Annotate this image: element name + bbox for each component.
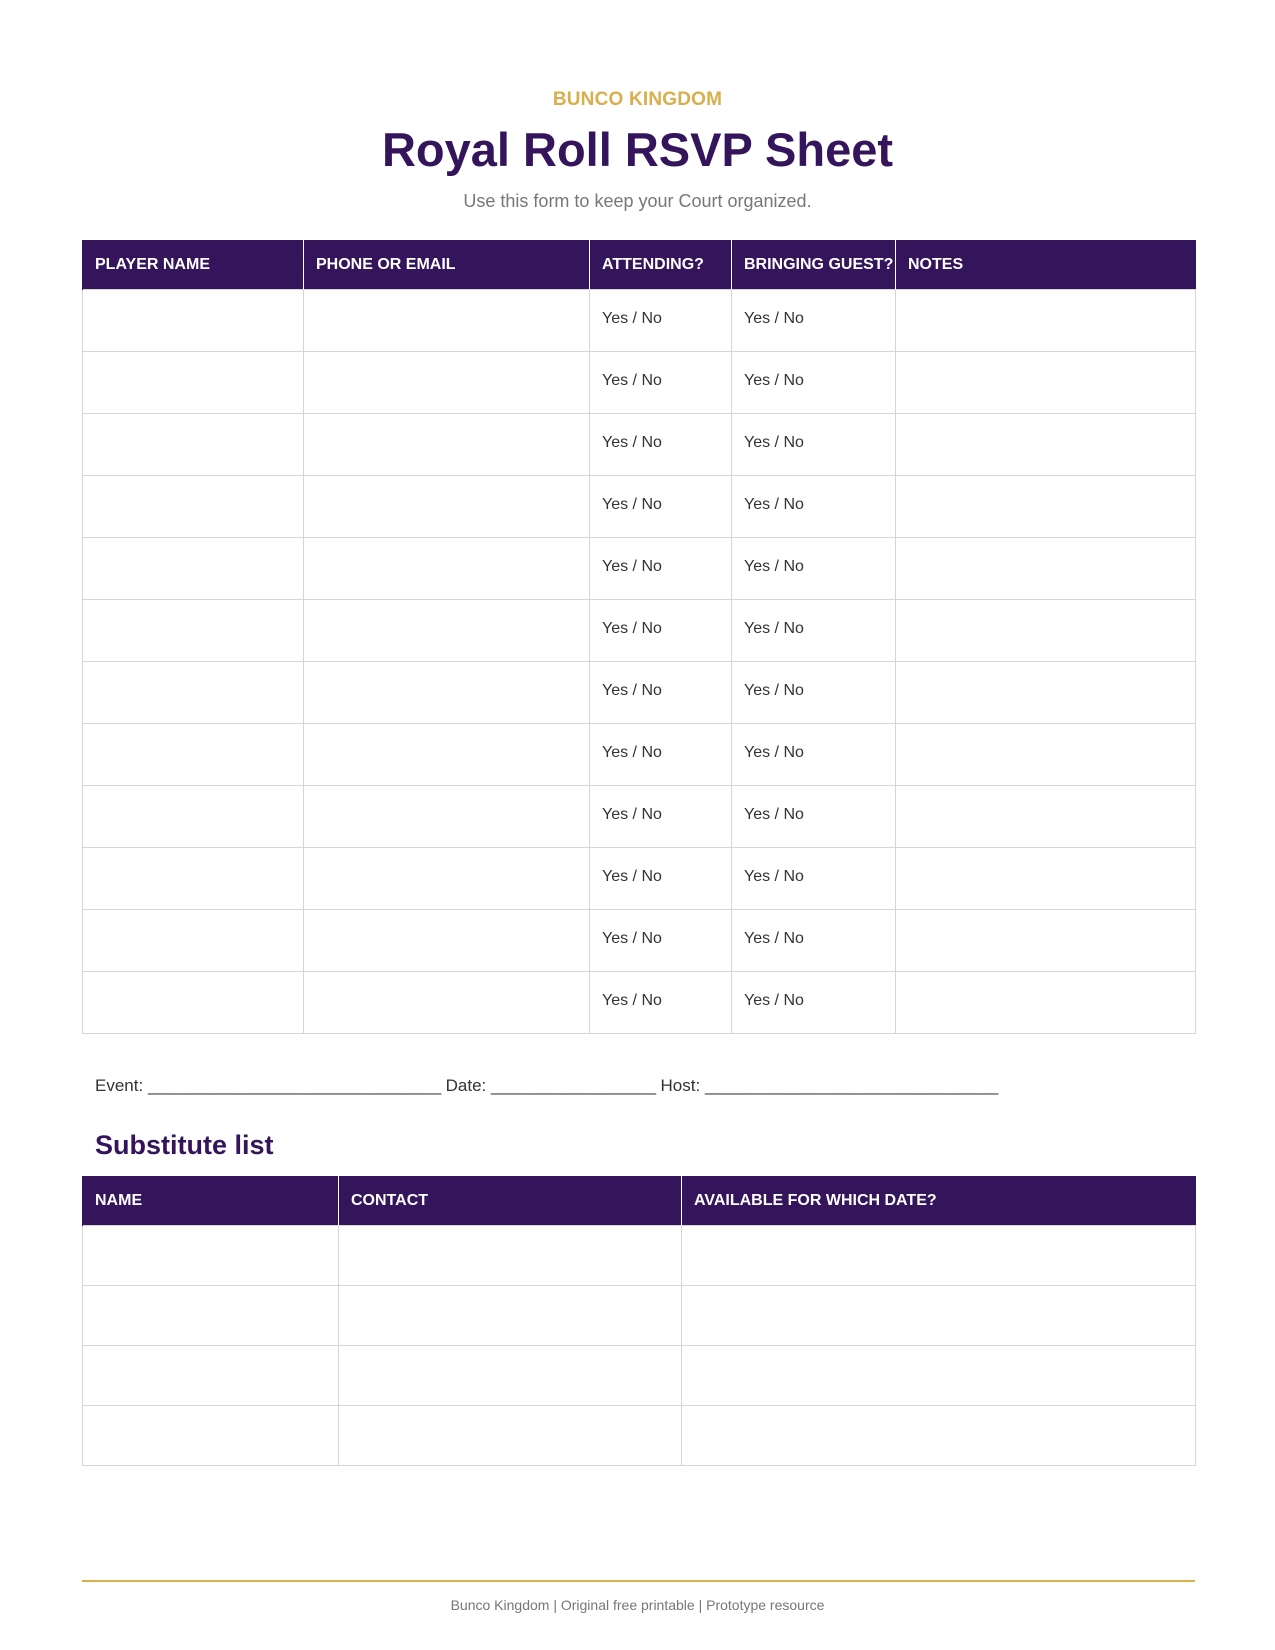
rsvp-cell[interactable] [83, 600, 304, 662]
substitute-cell[interactable] [682, 1406, 1196, 1466]
page-title: Royal Roll RSVP Sheet [381, 123, 894, 176]
rsvp-cell[interactable]: Yes / No [590, 972, 732, 1034]
table-row [83, 786, 1196, 848]
substitute-cell[interactable] [339, 1346, 682, 1406]
table-row [83, 1286, 1196, 1346]
substitute-cell[interactable] [339, 1406, 682, 1466]
event-details-line [95, 1076, 998, 1096]
rsvp-cell[interactable] [304, 600, 590, 662]
table-row [83, 1226, 1196, 1286]
rsvp-cell[interactable]: Yes / No [732, 290, 896, 352]
rsvp-cell[interactable] [896, 476, 1196, 538]
rsvp-cell[interactable]: Yes / No [590, 290, 732, 352]
rsvp-column-header: PLAYER NAME [83, 240, 304, 290]
rsvp-cell[interactable] [896, 910, 1196, 972]
rsvp-cell[interactable]: Yes / No [732, 662, 896, 724]
table-row [83, 848, 1196, 910]
substitute-table-header [83, 1176, 1196, 1226]
table-row [83, 476, 1196, 538]
rsvp-cell[interactable] [83, 290, 304, 352]
rsvp-cell[interactable] [83, 538, 304, 600]
footer-divider [82, 1580, 1195, 1582]
substitute-cell[interactable] [682, 1286, 1196, 1346]
rsvp-cell[interactable] [83, 724, 304, 786]
rsvp-cell[interactable]: Yes / No [590, 538, 732, 600]
rsvp-cell[interactable]: Yes / No [590, 724, 732, 786]
rsvp-column-header: ATTENDING? [590, 240, 732, 290]
rsvp-cell[interactable] [896, 414, 1196, 476]
substitute-column-header: CONTACT [339, 1176, 682, 1226]
rsvp-cell[interactable]: Yes / No [590, 600, 732, 662]
rsvp-cell[interactable] [83, 476, 304, 538]
rsvp-cell[interactable] [896, 972, 1196, 1034]
rsvp-cell[interactable]: Yes / No [732, 476, 896, 538]
date-blank[interactable]: __________________ [491, 1076, 656, 1095]
rsvp-cell[interactable]: Yes / No [732, 972, 896, 1034]
rsvp-cell[interactable] [304, 414, 590, 476]
rsvp-column-header: BRINGING GUEST? [732, 240, 896, 290]
page-subtitle: Use this form to keep your Court organized. [463, 191, 812, 211]
rsvp-table [82, 240, 1196, 1034]
substitute-cell[interactable] [83, 1346, 339, 1406]
substitute-cell[interactable] [682, 1226, 1196, 1286]
substitute-cell[interactable] [83, 1286, 339, 1346]
substitute-column-header: NAME [83, 1176, 339, 1226]
host-blank[interactable]: ________________________________ [704, 1076, 998, 1095]
rsvp-cell[interactable] [896, 352, 1196, 414]
rsvp-table-header [83, 240, 1196, 290]
rsvp-cell[interactable] [304, 538, 590, 600]
rsvp-cell[interactable] [896, 600, 1196, 662]
date-label: Date: [445, 1076, 487, 1095]
substitute-cell[interactable] [83, 1406, 339, 1466]
rsvp-cell[interactable] [83, 352, 304, 414]
rsvp-cell[interactable]: Yes / No [590, 848, 732, 910]
rsvp-cell[interactable]: Yes / No [590, 352, 732, 414]
brand-label: BUNCO KINGDOM [552, 89, 723, 110]
event-label: Event: [95, 1076, 144, 1095]
rsvp-cell[interactable] [304, 972, 590, 1034]
rsvp-cell[interactable] [83, 414, 304, 476]
rsvp-cell[interactable] [896, 538, 1196, 600]
rsvp-cell[interactable]: Yes / No [590, 662, 732, 724]
table-row [83, 290, 1196, 352]
substitute-cell[interactable] [339, 1286, 682, 1346]
table-row [83, 1406, 1196, 1466]
table-row [83, 538, 1196, 600]
rsvp-cell[interactable] [304, 352, 590, 414]
substitute-column-header: AVAILABLE FOR WHICH DATE? [682, 1176, 1196, 1226]
host-label: Host: [660, 1076, 701, 1095]
substitute-cell[interactable] [682, 1346, 1196, 1406]
rsvp-column-header: NOTES [896, 240, 1196, 290]
rsvp-cell[interactable]: Yes / No [590, 786, 732, 848]
rsvp-cell[interactable] [83, 910, 304, 972]
rsvp-column-header: PHONE OR EMAIL [304, 240, 590, 290]
substitute-table [82, 1176, 1196, 1466]
rsvp-cell[interactable] [896, 848, 1196, 910]
event-blank[interactable]: ________________________________ [147, 1076, 441, 1095]
rsvp-cell[interactable]: Yes / No [732, 786, 896, 848]
table-row [83, 910, 1196, 972]
rsvp-cell[interactable]: Yes / No [590, 476, 732, 538]
rsvp-cell[interactable]: Yes / No [732, 848, 896, 910]
rsvp-cell[interactable] [304, 662, 590, 724]
substitute-table-body [83, 1226, 1196, 1466]
rsvp-cell[interactable] [83, 848, 304, 910]
rsvp-cell[interactable]: Yes / No [732, 352, 896, 414]
rsvp-cell[interactable]: Yes / No [732, 910, 896, 972]
rsvp-cell[interactable] [83, 972, 304, 1034]
rsvp-table-body [83, 290, 1196, 1034]
rsvp-cell[interactable]: Yes / No [732, 414, 896, 476]
table-row [83, 724, 1196, 786]
rsvp-cell[interactable] [896, 290, 1196, 352]
table-row [83, 600, 1196, 662]
rsvp-cell[interactable] [304, 848, 590, 910]
rsvp-cell[interactable] [304, 786, 590, 848]
substitute-cell[interactable] [339, 1226, 682, 1286]
rsvp-cell[interactable] [304, 910, 590, 972]
substitute-cell[interactable] [83, 1226, 339, 1286]
rsvp-cell[interactable]: Yes / No [590, 414, 732, 476]
rsvp-cell[interactable] [83, 662, 304, 724]
table-row [83, 1346, 1196, 1406]
rsvp-cell[interactable]: Yes / No [590, 910, 732, 972]
table-row [83, 662, 1196, 724]
rsvp-cell[interactable] [83, 786, 304, 848]
table-row [83, 972, 1196, 1034]
rsvp-cell[interactable] [896, 662, 1196, 724]
rsvp-cell[interactable]: Yes / No [732, 724, 896, 786]
rsvp-cell[interactable] [304, 724, 590, 786]
rsvp-cell[interactable] [896, 786, 1196, 848]
substitute-list-title: Substitute list [95, 1130, 274, 1160]
rsvp-cell[interactable] [896, 724, 1196, 786]
rsvp-cell[interactable] [304, 290, 590, 352]
rsvp-cell[interactable] [304, 476, 590, 538]
table-row [83, 414, 1196, 476]
rsvp-cell[interactable]: Yes / No [732, 538, 896, 600]
rsvp-cell[interactable]: Yes / No [732, 600, 896, 662]
table-row [83, 352, 1196, 414]
footer-text: Bunco Kingdom | Original free printable | Prototype resource [450, 1597, 825, 1613]
